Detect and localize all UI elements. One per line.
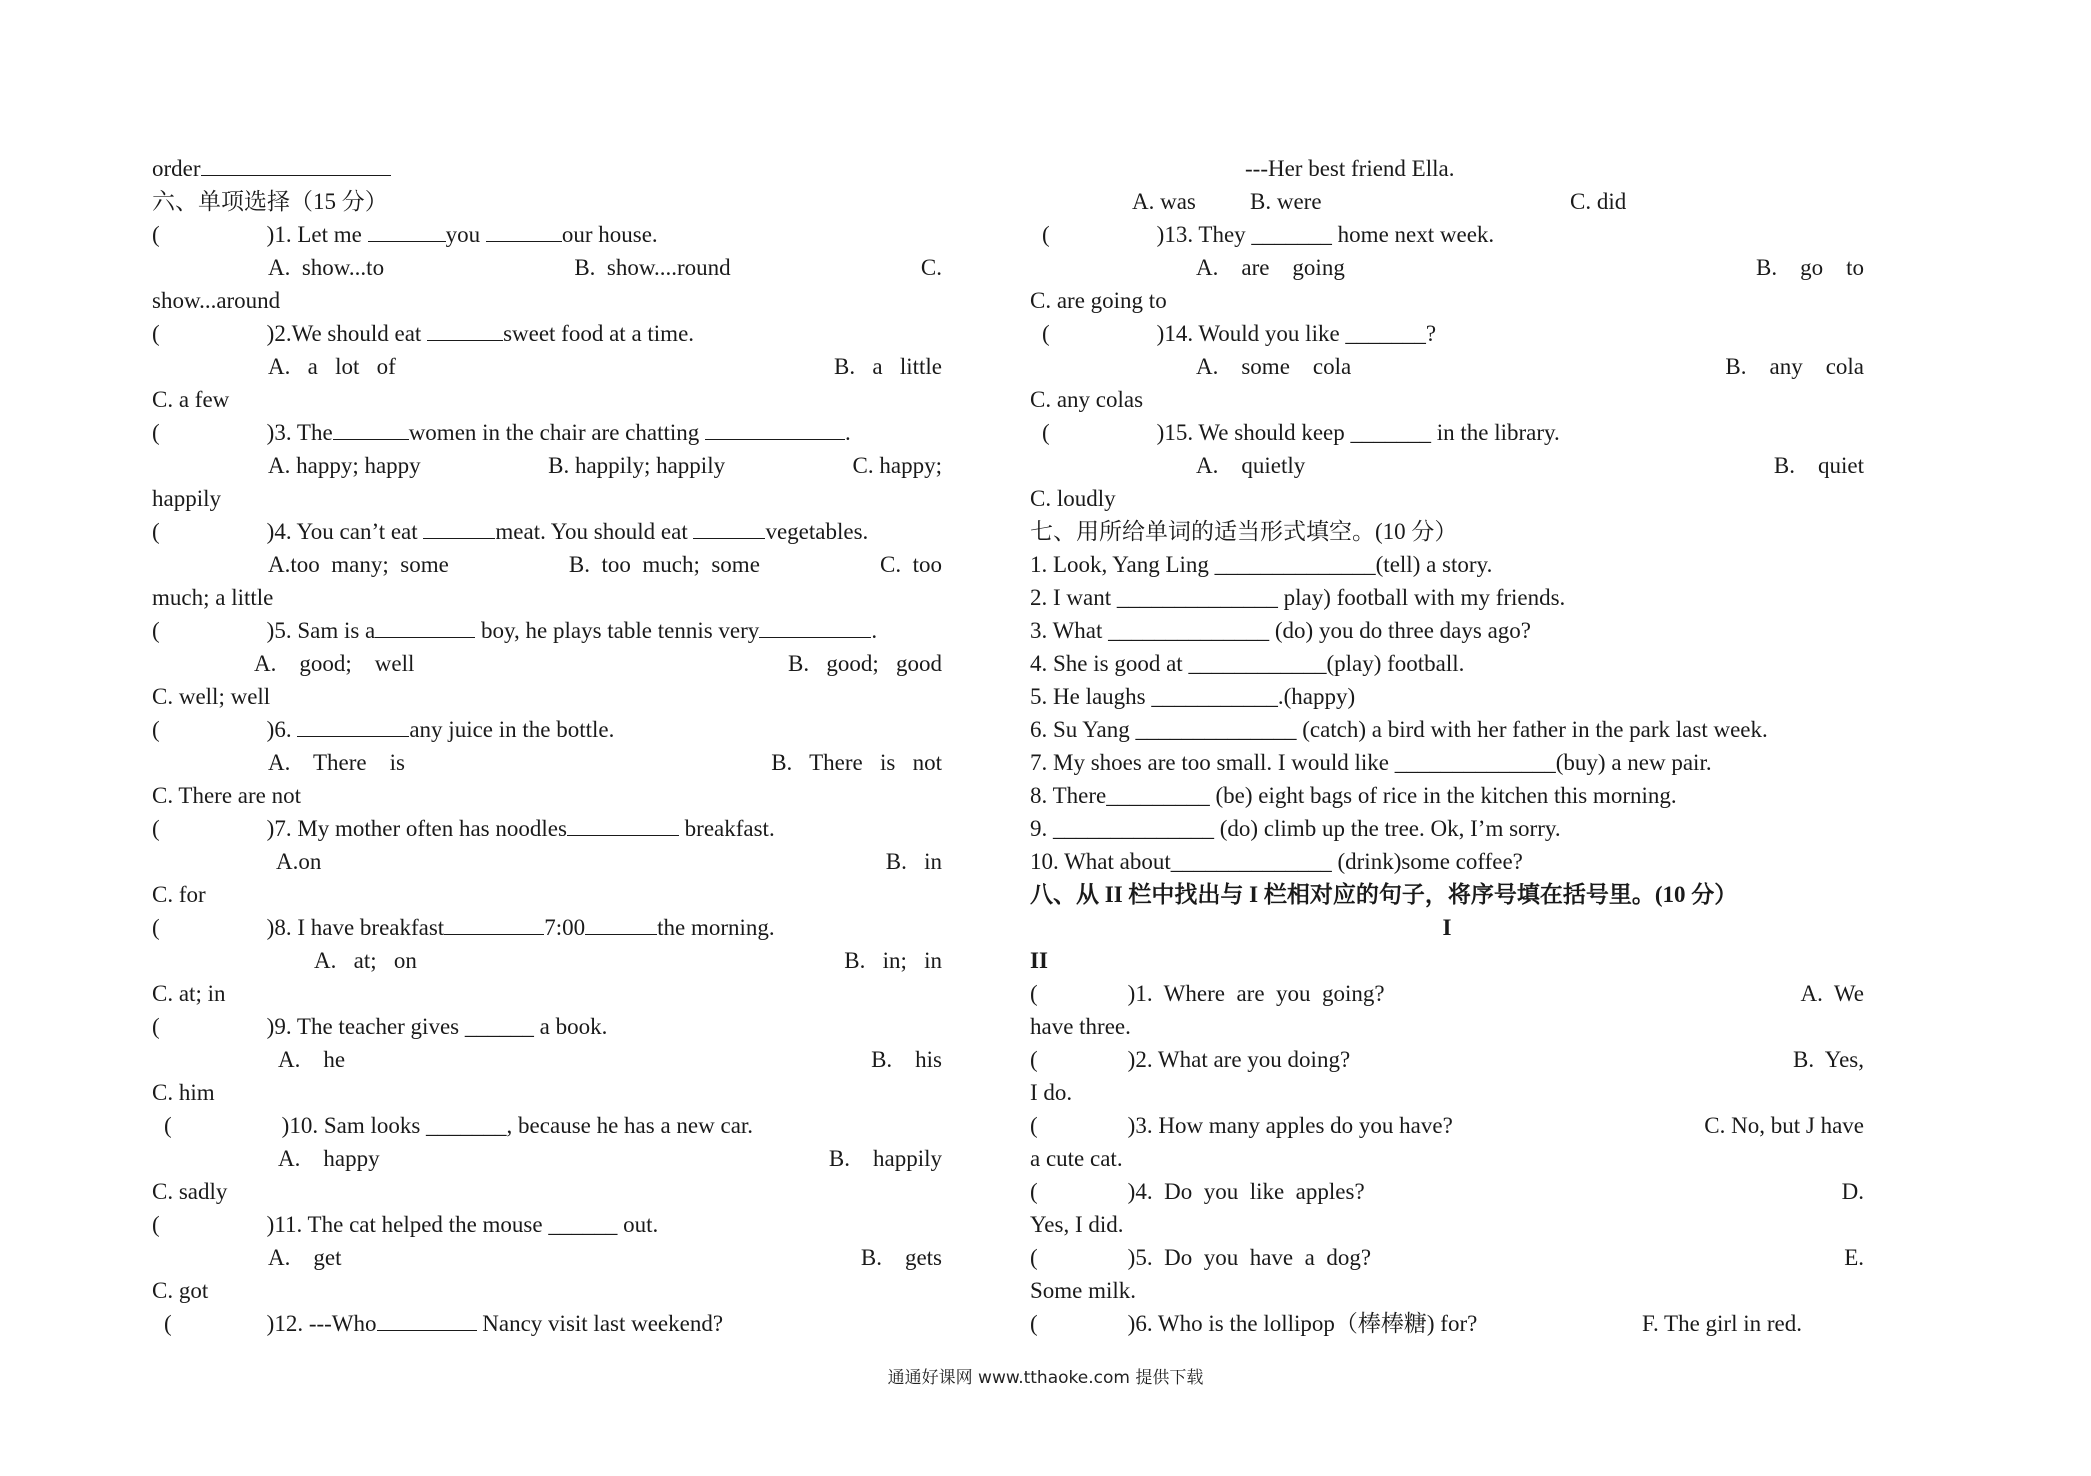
q1-blank-2[interactable] <box>486 219 562 242</box>
q9-option-b: B. his <box>871 1047 942 1072</box>
q7-option-a: A.on <box>276 849 322 874</box>
q10-stem: )10. Sam looks _______, because he has a new car. <box>281 1113 754 1138</box>
section-8-title: 八、从 II 栏中找出与 I 栏相对应的句子，将序号填在括号里。(10 分） <box>1030 882 1738 907</box>
q1-stem-c: our house. <box>561 222 658 247</box>
match-wrap-3: a cute cat. <box>1030 1146 1123 1171</box>
question-2 <box>152 317 942 350</box>
q3-stem-c: . <box>845 420 851 445</box>
q7-wrap: C. for <box>152 882 206 907</box>
q4-options <box>152 548 942 581</box>
match-question-2: )2. What are you doing? <box>1127 1047 1351 1072</box>
q8-stem-c: the morning. <box>657 915 775 940</box>
q13-stem: )13. They _______ home next week. <box>1156 222 1495 247</box>
q15-wrap: C. loudly <box>1030 486 1116 511</box>
fill-item-8: 8. There_________ (be) eight bags of rice in the kitchen this morning. <box>1030 783 1677 808</box>
fill-item-4: 4. She is good at ____________(play) football. <box>1030 651 1465 676</box>
answer-paren[interactable]: ( <box>152 816 160 841</box>
match-option-d: D. <box>1841 1179 1864 1204</box>
match-question-3: )3. How many apples do you have? <box>1127 1113 1453 1138</box>
q1-options <box>152 251 942 284</box>
q15-option-b: B. quiet <box>1773 453 1864 478</box>
match-question-6: )6. Who is the lollipop（棒棒糖) for? <box>1127 1311 1478 1336</box>
q3-option-b: B. happily; happily <box>548 453 726 478</box>
q5-stem-b: boy, he plays table tennis very <box>475 618 760 643</box>
q3-options <box>152 449 942 482</box>
q7-options <box>152 845 942 878</box>
q5-option-a: A. good; well <box>254 651 415 676</box>
match-question-5: )5. Do you have a dog? <box>1127 1245 1372 1270</box>
q3-option-a: A. happy; happy <box>268 453 421 478</box>
q11-options <box>152 1241 942 1274</box>
q8-option-b: B. in; in <box>844 948 942 973</box>
q1-stem: )1. Let me <box>266 222 368 247</box>
q8-stem: )8. I have breakfast <box>266 915 445 940</box>
q4-blank-1[interactable] <box>423 516 495 539</box>
question-1 <box>152 218 942 251</box>
question-9 <box>152 1010 942 1043</box>
q14-wrap: C. any colas <box>1030 387 1144 412</box>
answer-paren[interactable]: ( <box>152 618 160 643</box>
column-ii-label: II <box>1030 948 1048 973</box>
answer-paren[interactable]: ( <box>1042 222 1050 247</box>
q11-stem: )11. The cat helped the mouse ______ out. <box>266 1212 659 1237</box>
question-4 <box>152 515 942 548</box>
q4-blank-2[interactable] <box>693 516 765 539</box>
answer-paren[interactable]: ( <box>1030 981 1038 1006</box>
q4-stem-b: meat. You should eat <box>495 519 694 544</box>
question-3 <box>152 416 942 449</box>
q6-option-a: A. There is <box>268 750 405 775</box>
q15-options <box>1030 449 1864 482</box>
q10-option-b: B. happily <box>828 1146 942 1171</box>
answer-paren[interactable]: ( <box>152 1212 160 1237</box>
q2-options <box>152 350 942 383</box>
question-13 <box>1030 218 1864 251</box>
match-question-4: )4. Do you like apples? <box>1127 1179 1365 1204</box>
answer-paren[interactable]: ( <box>1030 1047 1038 1072</box>
q10-options <box>152 1142 942 1175</box>
q5-stem: )5. Sam is a <box>266 618 376 643</box>
q1-stem-b: you <box>445 222 486 247</box>
q3-blank-1[interactable] <box>333 417 409 440</box>
q2-wrap: C. a few <box>152 387 230 412</box>
q2-blank[interactable] <box>427 318 503 341</box>
fill-item-5: 5. He laughs ___________.(happy) <box>1030 684 1356 709</box>
match-option-e: E. <box>1844 1245 1864 1270</box>
q12-option-b: B. were <box>1250 189 1322 214</box>
q3-blank-2[interactable] <box>705 417 845 440</box>
q5-stem-c: . <box>871 618 878 643</box>
q4-wrap: much; a little <box>152 585 274 610</box>
q2-stem: )2.We should eat <box>266 321 428 346</box>
q5-blank-1[interactable] <box>375 615 475 638</box>
answer-paren[interactable]: ( <box>164 1113 172 1138</box>
order-label: order <box>152 156 201 181</box>
q3-wrap: happily <box>152 486 221 511</box>
q6-stem: )6. <box>266 717 298 742</box>
q10-option-a: A. happy <box>278 1146 380 1171</box>
q12-stem-b: Nancy visit last weekend? <box>476 1311 724 1336</box>
question-6 <box>152 713 942 746</box>
order-line <box>152 152 942 185</box>
q8-wrap: C. at; in <box>152 981 226 1006</box>
answer-paren[interactable]: ( <box>152 222 160 247</box>
answer-paren[interactable]: ( <box>1030 1179 1038 1204</box>
q12-option-a: A. was <box>1132 189 1196 214</box>
fill-item-10: 10. What about______________ (drink)some coffee? <box>1030 849 1523 874</box>
question-7 <box>152 812 942 845</box>
q8-options <box>152 944 942 977</box>
question-5 <box>152 614 942 647</box>
match-option-c: C. No, but J have <box>1704 1113 1864 1138</box>
q9-options <box>152 1043 942 1076</box>
q5-wrap: C. well; well <box>152 684 271 709</box>
q8-blank-1[interactable] <box>444 912 544 935</box>
left-column <box>152 152 942 1340</box>
q2-stem-b: sweet food at a time. <box>503 321 695 346</box>
q5-option-b: B. good; good <box>788 651 942 676</box>
question-8 <box>152 911 942 944</box>
q5-options <box>152 647 942 680</box>
question-10 <box>152 1109 942 1142</box>
q12-answer: ---Her best friend Ella. <box>1245 156 1455 181</box>
q4-option-a: A.too many; some <box>268 552 449 577</box>
q9-option-a: A. he <box>278 1047 346 1072</box>
q14-option-b: B. any cola <box>1725 354 1864 379</box>
q3-option-c: C. happy; <box>852 453 942 478</box>
match-question-1: )1. Where are you going? <box>1127 981 1385 1006</box>
q11-option-b: B. gets <box>860 1245 942 1270</box>
q1-option-b: B. show....round <box>574 255 731 280</box>
answer-paren[interactable]: ( <box>152 717 160 742</box>
q13-option-a: A. are going <box>1196 255 1345 280</box>
q13-options <box>1030 251 1864 284</box>
q8-stem-b: 7:00 <box>544 915 586 940</box>
q4-stem-c: vegetables. <box>765 519 869 544</box>
answer-paren[interactable]: ( <box>152 915 160 940</box>
answer-paren[interactable]: ( <box>1042 420 1050 445</box>
question-12 <box>152 1307 942 1340</box>
fill-item-3: 3. What ______________ (do) you do three days ago? <box>1030 618 1532 643</box>
q9-wrap: C. him <box>152 1080 215 1105</box>
answer-paren[interactable]: ( <box>1030 1311 1038 1336</box>
q14-stem: )14. Would you like _______? <box>1156 321 1437 346</box>
q14-option-a: A. some cola <box>1196 354 1352 379</box>
q12-stem: )12. ---Who <box>266 1311 377 1336</box>
fill-item-9: 9. ______________ (do) climb up the tree. Ok, I’m sorry. <box>1030 816 1561 841</box>
q11-wrap: C. got <box>152 1278 209 1303</box>
answer-paren[interactable]: ( <box>152 519 160 544</box>
q4-option-b: B. too much; some <box>568 552 760 577</box>
match-wrap-1: have three. <box>1030 1014 1131 1039</box>
fill-item-1: 1. Look, Yang Ling ______________(tell) a story. <box>1030 552 1493 577</box>
q1-option-a: A. show...to <box>268 255 385 280</box>
q2-option-a: A. a lot of <box>268 354 396 379</box>
q7-stem-b: breakfast. <box>678 816 775 841</box>
answer-paren[interactable]: ( <box>1030 1245 1038 1270</box>
q6-option-b: B. There is not <box>771 750 942 775</box>
order-blank[interactable] <box>201 153 391 176</box>
q15-stem: )15. We should keep _______ in the library. <box>1156 420 1560 445</box>
section-6-title: 六、单项选择（15 分） <box>152 189 388 214</box>
match-item-4 <box>1030 1175 1864 1208</box>
q6-stem-b: any juice in the bottle. <box>409 717 615 742</box>
q1-option-c: C. <box>920 255 942 280</box>
fill-item-2: 2. I want ______________ play) football with my friends. <box>1030 585 1566 610</box>
section-7-title: 七、用所给单词的适当形式填空。(10 分） <box>1030 519 1458 544</box>
match-item-3 <box>1030 1109 1864 1142</box>
match-item-2 <box>1030 1043 1864 1076</box>
footer-credit: 通通好课网 www.tthaoke.com 提供下载 <box>887 1368 1204 1388</box>
match-wrap-4: Yes, I did. <box>1030 1212 1124 1237</box>
q11-option-a: A. get <box>268 1245 342 1270</box>
match-option-a: A. We <box>1800 981 1864 1006</box>
q3-stem-b: women in the chair are chatting <box>408 420 706 445</box>
match-option-f: F. The girl in red. <box>1642 1311 1802 1336</box>
q13-wrap: C. are going to <box>1030 288 1167 313</box>
q8-option-a: A. at; on <box>314 948 417 973</box>
q1-blank-1[interactable] <box>368 219 446 242</box>
q4-stem: )4. You can’t eat <box>266 519 424 544</box>
match-wrap-5: Some milk. <box>1030 1278 1137 1303</box>
q15-option-a: A. quietly <box>1196 453 1306 478</box>
match-item-6 <box>1030 1307 1864 1340</box>
answer-paren[interactable]: ( <box>152 420 160 445</box>
q1-wrap: show...around <box>152 288 281 313</box>
match-option-b: B. Yes, <box>1793 1047 1864 1072</box>
q14-options <box>1030 350 1864 383</box>
answer-paren[interactable]: ( <box>1042 321 1050 346</box>
q6-options <box>152 746 942 779</box>
answer-paren[interactable]: ( <box>152 1014 160 1039</box>
q2-option-b: B. a little <box>834 354 942 379</box>
q12-options <box>1030 185 1864 218</box>
q7-blank[interactable] <box>567 813 679 836</box>
q12-option-c: C. did <box>1570 189 1627 214</box>
q6-wrap: C. There are not <box>152 783 302 808</box>
q7-stem: )7. My mother often has noodles <box>266 816 567 841</box>
q13-option-b: B. go to <box>1756 255 1864 280</box>
answer-paren[interactable]: ( <box>164 1311 172 1336</box>
q10-wrap: C. sadly <box>152 1179 228 1204</box>
fill-item-7: 7. My shoes are too small. I would like ______________(buy) a new pair. <box>1030 750 1712 775</box>
question-11 <box>152 1208 942 1241</box>
match-wrap-2: I do. <box>1030 1080 1073 1105</box>
right-column <box>1030 152 1864 1340</box>
q8-blank-2[interactable] <box>585 912 657 935</box>
q4-option-c: C. too <box>880 552 942 577</box>
q12-blank[interactable] <box>377 1308 477 1331</box>
fill-item-6: 6. Su Yang ______________ (catch) a bird with her father in the park last week. <box>1030 717 1768 742</box>
q7-option-b: B. in <box>885 849 942 874</box>
match-item-5 <box>1030 1241 1864 1274</box>
match-item-1 <box>1030 977 1864 1010</box>
answer-paren[interactable]: ( <box>152 321 160 346</box>
q3-stem: )3. The <box>266 420 333 445</box>
q9-stem: )9. The teacher gives ______ a book. <box>266 1014 608 1039</box>
column-i-label: I <box>1442 915 1452 940</box>
q6-blank[interactable] <box>297 714 409 737</box>
question-14 <box>1030 317 1864 350</box>
question-15 <box>1030 416 1864 449</box>
answer-paren[interactable]: ( <box>1030 1113 1038 1138</box>
q5-blank-2[interactable] <box>759 615 871 638</box>
